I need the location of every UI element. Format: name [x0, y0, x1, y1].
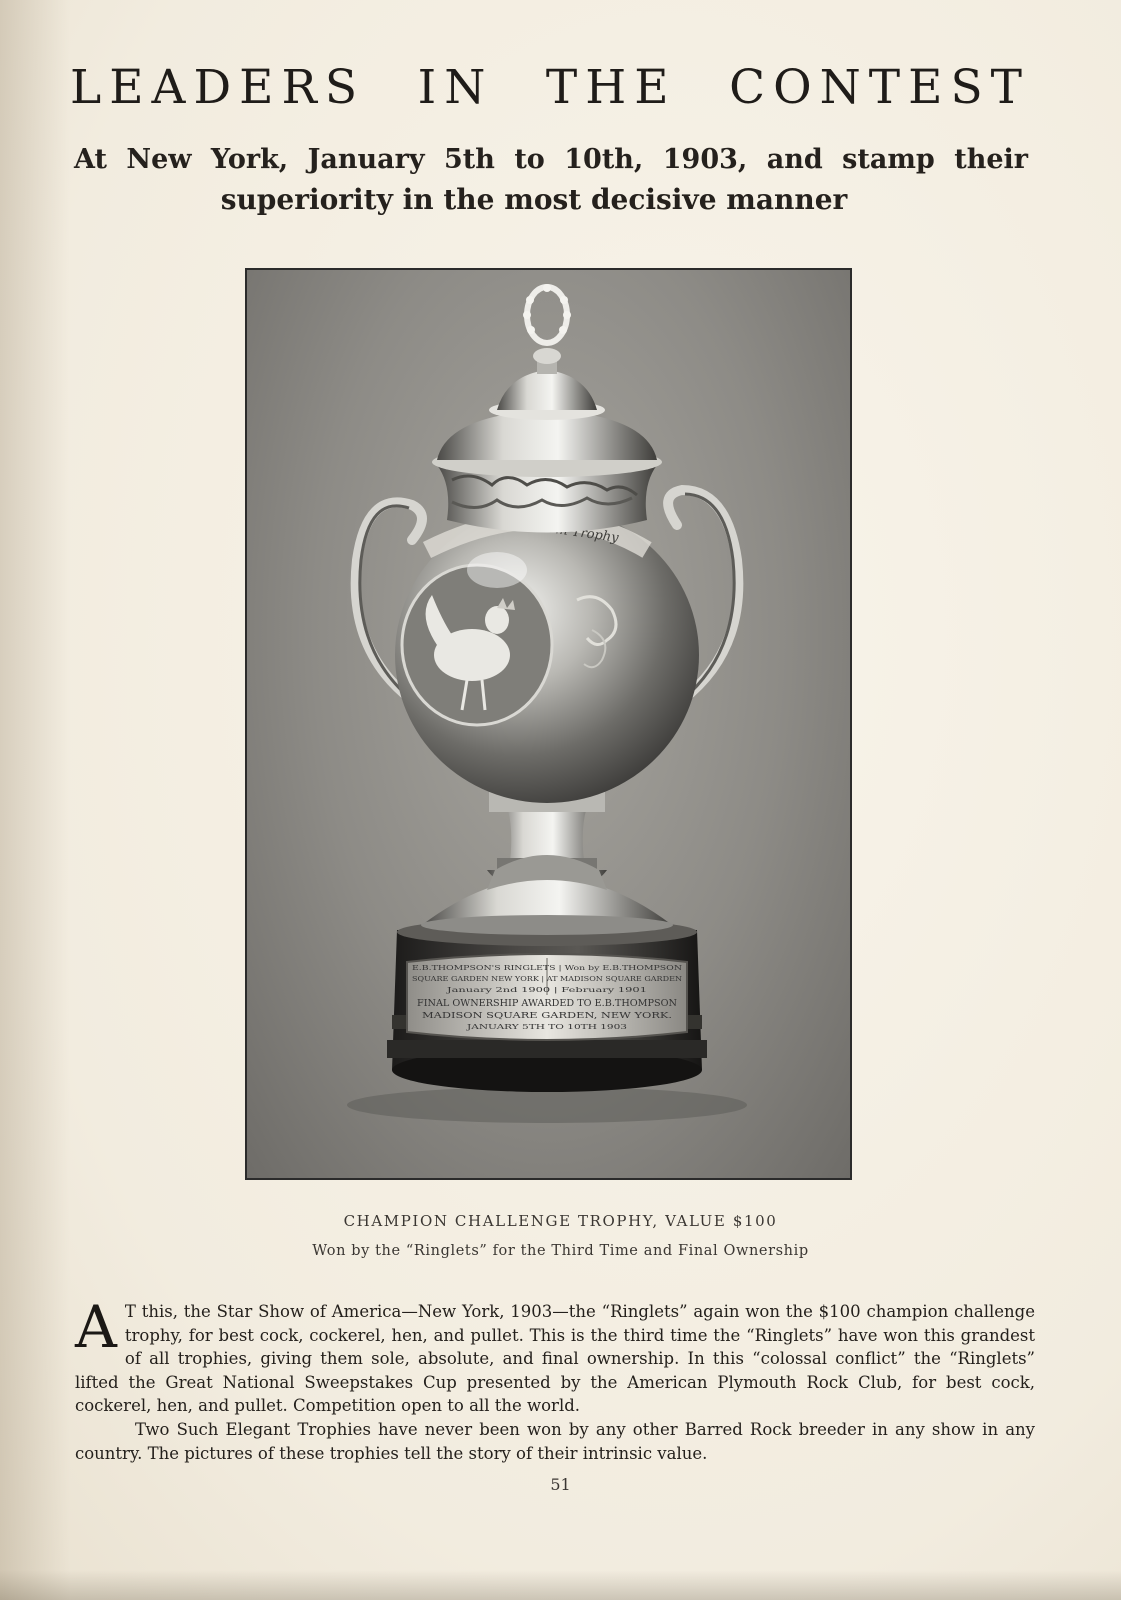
engraved-plaque — [407, 954, 687, 1040]
page-bottom-edge — [0, 1570, 1121, 1600]
photo-caption-title: CHAMPION CHALLENGE TROPHY, VALUE $100 — [343, 1212, 778, 1230]
paragraph-1 — [75, 1293, 1035, 1418]
plaque-line-4: FINAL OWNERSHIP AWARDED TO E.B.THOMPSON — [417, 999, 678, 1009]
spine-shadow — [0, 0, 70, 1600]
plaque-line-6: JANUARY 5TH TO 10TH 1903 — [465, 1024, 628, 1031]
plaque-line-5: MADISON SQUARE GARDEN, NEW YORK. — [422, 1011, 672, 1020]
photo-caption-subtitle: Won by the “Ringlets” for the Third Time and Final Ownership — [312, 1243, 809, 1259]
plaque-line-3: January 2nd 1900 | February 1901 — [445, 987, 647, 994]
subheadline-line-1: At New York, January 5th to 10th, 1903, and stamp their — [74, 144, 1028, 175]
paragraph-2: Two Such Elegant Trophies have never been won by any other Barred Rock breeder in any show in any country. The pictures of these trophies tell the story of their intrinsic value. — [75, 1419, 1035, 1463]
headline: LEADERS IN THE CONTEST — [70, 60, 1030, 115]
page-number: 51 — [550, 1475, 571, 1494]
subheadline — [74, 140, 1034, 220]
paragraph-1-text: T this, the Star Show of America—New York, 1903—the “Ringlets” again won the $100 champion challenge trophy, for best cock, cockerel, hen, and pullet. This is the third time the “Ringlets” have won this grandest of all trophies, giving them sole, absolute, and final ownership. In this “colossal conflict” the “Ringlets” lifted the Great National Sweepstakes Cup presented by the American Plymouth Rock Club, for best cock, cockerel, hen, and pullet. Competition open to all the world. — [75, 1302, 1035, 1416]
wreath-finial — [527, 287, 567, 343]
drop-cap: A — [75, 1293, 117, 1361]
plaque-line-2: SQUARE GARDEN NEW YORK | AT MADISON SQUARE GARDEN — [412, 976, 682, 983]
plaque-line-1: E.B.THOMPSON'S RINGLETS | Won by E.B.THOMPSON — [412, 965, 682, 972]
trophy-illustration — [247, 270, 850, 1178]
subheadline-line-2: superiority in the most decisive manner — [220, 183, 848, 216]
article-body — [75, 1293, 1035, 1465]
trophy-photograph — [245, 268, 852, 1180]
